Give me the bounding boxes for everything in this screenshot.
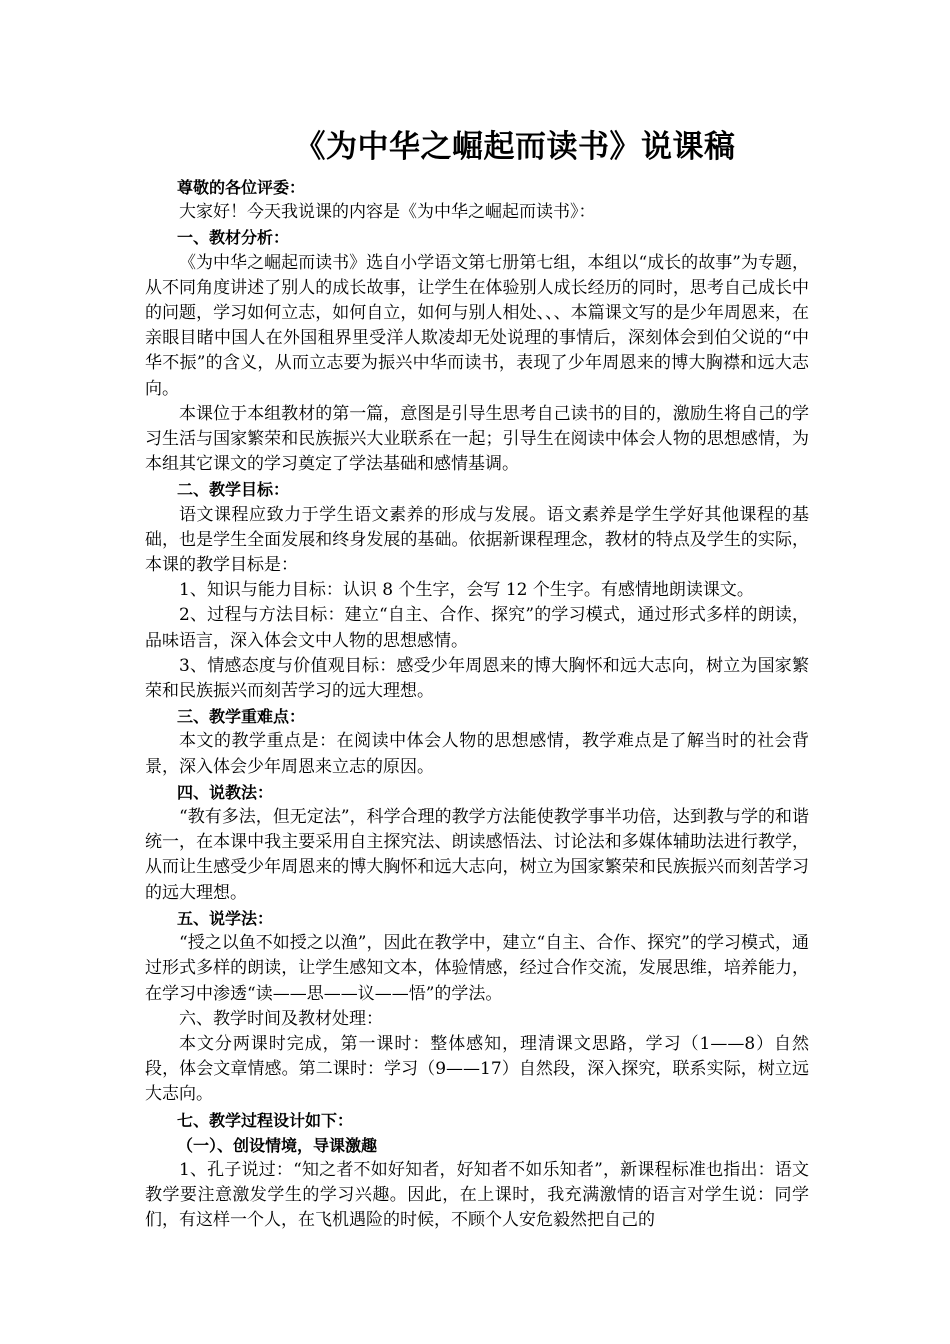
section-3-paragraph-1: 本文的教学重点是：在阅读中体会人物的思想感情，教学难点是了解当时的社会背景，深入体会少年周恩来立志的原因。 bbox=[145, 731, 809, 777]
document-title: 《为中华之崛起而读书》说课稿 bbox=[294, 129, 736, 165]
document-body bbox=[145, 175, 809, 1234]
section-2-goal-2: 2、过程与方法目标：建立“自主、合作、探究”的学习模式，通过形式多样的朗读，品味语言，深入体会文中人物的思想感情。 bbox=[145, 605, 809, 651]
section-7-paragraph-1: 1、孔子说过：“知之者不如好知者，好知者不如乐知者”，新课程标准也指出：语文教学要注意激发学生的学习兴趣。因此，在上课时，我充满激情的语言对学生说：同学们，有这样一个人，在飞机遇险的时候，不顾个人安危毅然把自己的 bbox=[145, 1159, 809, 1231]
section-6-paragraph-1: 本文分两课时完成，第一课时：整体感知，理清课文思路，学习（1——8）自然段，体会文章情感。第二课时：学习（9——17）自然段，深入探究，联系实际，树立远大志向。 bbox=[145, 1033, 809, 1105]
section-heading-3: 三、教学重难点： bbox=[177, 707, 306, 727]
section-heading-1: 一、教材分析： bbox=[177, 228, 290, 248]
section-1-paragraph-1: 《为中华之崛起而读书》选自小学语文第七册第七组，本组以“成长的故事”为专题，从不同角度讲述了别人的成长故事，让学生在体验别人成长经历的同时，思考自己成长中的问题，学习如何立志，如何自立，如何与别人相处、、、本篇课文写的是少年周恩来，在亲眼目睹中国人在外国租界里受洋人欺凌却无处说理的事情后，深刻体会到伯父说的“中华不振”的含义，从而立志要为振兴中华而读书，表现了少年周恩来的博大胸襟和远大志向。 bbox=[145, 252, 809, 399]
section-heading-4: 四、说教法： bbox=[177, 782, 274, 802]
section-4-paragraph-1: “教有多法，但无定法”，科学合理的教学方法能使教学事半功倍，达到教与学的和谐统一，在本课中我主要采用自主探究法、朗读感悟法、讨论法和多媒体辅助法进行教学，从而让生感受少年周恩来的博大胸怀和远大志向，树立为国家繁荣和民族振兴而刻苦学习的远大理想。 bbox=[145, 807, 809, 903]
section-2-goal-3: 3、情感态度与价值观目标：感受少年周恩来的博大胸怀和远大志向，树立为国家繁荣和民族振兴而刻苦学习的远大理想。 bbox=[145, 655, 809, 702]
salutation: 尊敬的各位评委： bbox=[177, 178, 306, 197]
section-heading-2: 二、教学目标： bbox=[177, 480, 290, 500]
section-1-paragraph-2: 本课位于本组教材的第一篇，意图是引导生思考自己读书的目的，激励生将自己的学习生活与国家繁荣和民族振兴大业联系在一起；引导生在阅读中体会人物的思想感情，为本组其它课文的学习奠定了学法基础和感情基调。 bbox=[145, 403, 809, 475]
section-heading-7: 七、教学过程设计如下： bbox=[177, 1110, 354, 1130]
section-heading-6: 六、教学时间及教材处理： bbox=[179, 1008, 383, 1029]
section-5-paragraph-1: “授之以鱼不如授之以渔”，因此在教学中，建立“自主、合作、探究”的学习模式，通过形式多样的朗读，让学生感知文本，体验情感，经过合作交流，发展思维，培养能力，在学习中渗透“读——思——议——悟”的学法。 bbox=[145, 933, 809, 1004]
section-heading-5: 五、说学法： bbox=[177, 908, 274, 928]
intro-paragraph: 大家好！今天我说课的内容是《为中华之崛起而读书》： bbox=[179, 202, 596, 223]
section-7-subheading-1: （一）、创设情境，导课激趣 bbox=[177, 1135, 378, 1155]
section-2-paragraph-1: 语文课程应致力于学生语文素养的形成与发展。语文素养是学生学好其他课程的基础，也是学生全面发展和终身发展的基础。依据新课程理念，教材的特点及学生的实际，本课的教学目标是： bbox=[145, 504, 809, 576]
section-2-goal-1: 1、知识与能力目标：认识 8 个生字，会写 12 个生字。有感情地朗读课文。 bbox=[179, 580, 754, 601]
